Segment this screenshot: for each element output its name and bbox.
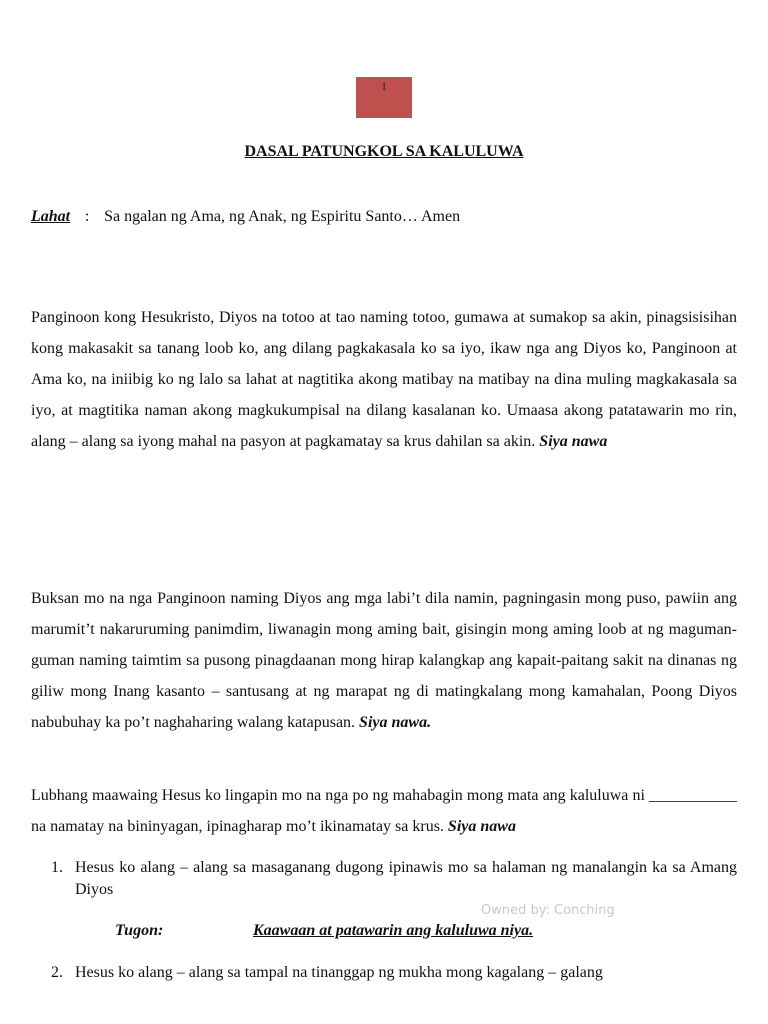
watermark: Owned by: Conching xyxy=(481,903,615,918)
response-label: Tugon: xyxy=(115,922,164,939)
prayer-paragraph-2 xyxy=(31,583,737,738)
opening-separator: : xyxy=(84,208,90,225)
opening-line xyxy=(31,208,460,226)
list-item-number: 2. xyxy=(51,964,63,981)
response-text: Kaawaan at patawarin ang kaluluwa niya. xyxy=(253,922,534,939)
prayer-paragraph-1 xyxy=(31,302,737,457)
prayer-paragraph-3 xyxy=(31,780,737,842)
list-item-number: 1. xyxy=(51,859,63,876)
opening-text: Sa ngalan ng Ama, ng Anak, ng Espiritu Santo… Amen xyxy=(104,208,461,225)
opening-speaker: Lahat xyxy=(31,208,71,225)
list-item xyxy=(51,857,737,901)
paragraph-text: Lubhang maawaing Hesus ko lingapin mo na nga po ng mahabagin mong mata ang kaluluwa ni ___________ na namatay na bininyagan, ipinagharap mo’t ikinamatay sa krus. xyxy=(31,787,737,835)
paragraph-closing: Siya nawa xyxy=(539,433,608,450)
page-number-box xyxy=(356,77,412,118)
list-item-text: Hesus ko alang – alang sa masaganang dugong ipinawis mo sa halaman ng manalangin ka sa Amang Diyos xyxy=(75,859,737,898)
paragraph-closing: Siya nawa xyxy=(447,818,516,835)
response-line xyxy=(115,922,533,940)
list-item xyxy=(51,962,737,984)
list-item-text: Hesus ko alang – alang sa tampal na tinanggap ng mukha mong kagalang – galang xyxy=(75,964,603,981)
paragraph-closing: Siya nawa. xyxy=(359,714,432,731)
page-number: 1 xyxy=(381,79,387,93)
paragraph-text: Panginoon kong Hesukristo, Diyos na totoo at tao naming totoo, gumawa at sumakop sa akin, pinagsisisihan kong makasakit sa tanang loob ko, ang dilang pagkakasala ko sa iyo, ikaw nga ang Diyos ko, Panginoon at Ama ko, na iniibig ko ng lalo sa lahat at nagtitika akong matibay na matibay na dina muling magkakasala sa iyo, at magtitika naman akong magkukumpisal na dilang kasalanan ko. Umaasa akong patatawarin mo rin, alang – alang sa iyong mahal na pasyon at pagkamatay sa krus dahilan sa akin. xyxy=(31,309,737,450)
paragraph-text: Buksan mo na nga Panginoon naming Diyos ang mga labi’t dila namin, pagningasin mong puso, pawiin ang marumit’t nakaruruming panimdim, liwanagin mong aming bait, gisingin mong aming loob at ng maguman-guman naming taimtim sa pusong pinagdaanan mong hirap kalangkap ang kapait-paitang sakit na dinanas ng giliw mong Inang kasanto – santusang at ng marapat ng di matingkalang mong kamahalan, Poong Diyos nabubuhay ka po’t naghaharing walang katapusan. xyxy=(31,590,737,731)
document-title: DASAL PATUNGKOL SA KALULUWA xyxy=(244,143,524,160)
